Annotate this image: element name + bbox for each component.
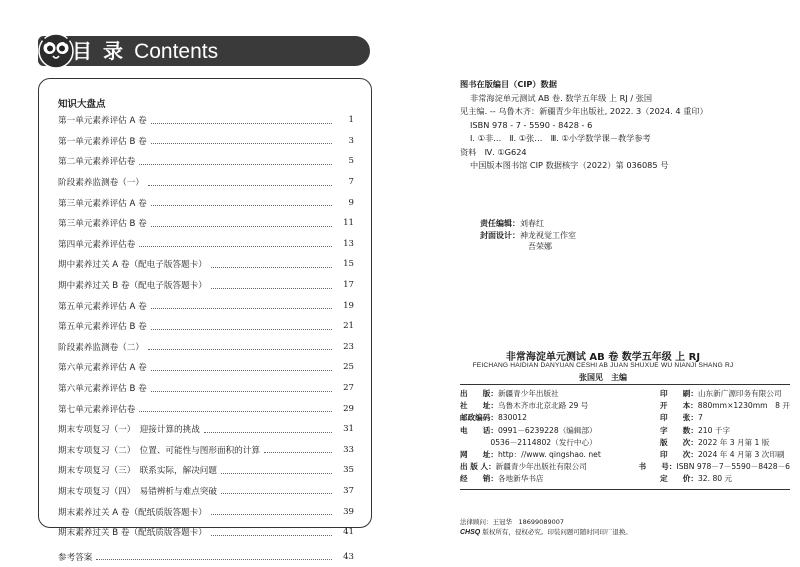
toc-title: 目 录 [72, 39, 125, 63]
toc-item-title: 第一单元素养评估 A 卷 [58, 116, 147, 127]
design-name-2: 吾荣娜 [528, 242, 552, 251]
toc-row [58, 337, 354, 358]
toc-item-title: 第七单元素养评估卷 [58, 404, 136, 415]
info-value: http：//www. qingshao. net [497, 449, 601, 459]
toc-row [58, 501, 354, 522]
toc-row [58, 151, 354, 172]
info-value: 880mm×1230mm 8 开 [697, 401, 790, 411]
info-label: 电 话： [460, 425, 498, 435]
info-value: 210 千字 [697, 425, 731, 435]
toc-item-page: 9 [348, 197, 354, 208]
info-value: 山东新广源印务有限公司 [697, 389, 782, 398]
toc-item-title: 期末专项复习（二） 位置、可能性与图形面积的计算 [58, 445, 260, 456]
book-pinyin: FEICHANG HAIDIAN DANYUAN CESHI AB JUAN SHUXUE WU NIANJI SHANG RJ [472, 362, 734, 369]
toc-item-page: 15 [343, 259, 354, 270]
toc-item-page: 31 [343, 424, 354, 435]
toc-row [58, 546, 354, 567]
toc-item-page: 25 [343, 362, 354, 373]
toc-row [58, 440, 354, 461]
toc-banner-text [72, 35, 218, 67]
toc-leader-dots [148, 185, 332, 186]
toc-section-heading: 知识大盘点 [58, 99, 106, 110]
toc-item-title: 期末专项复习（一） 迎接计算的挑战 [58, 425, 200, 436]
info-value: 2022 年 3 月第 1 版 [697, 437, 770, 447]
cip-line: ISBN 978 - 7 - 5590 - 8428 - 6 [470, 119, 593, 130]
toc-item-page: 7 [348, 177, 354, 188]
info-value: 各地新华书店 [497, 474, 544, 484]
toc-leader-dots [211, 288, 332, 289]
toc-item-page: 5 [348, 156, 354, 167]
toc-item-page: 29 [343, 403, 354, 414]
info-value: 2024 年 4 月第 3 次印刷 [697, 449, 785, 459]
info-row [460, 449, 790, 461]
toc-leader-dots [96, 559, 332, 560]
toc-row [58, 295, 354, 316]
info-row [460, 461, 790, 473]
toc-item-title: 第六单元素养评估 B 卷 [58, 384, 147, 395]
toc-leader-dots [221, 493, 332, 494]
toc-item-page: 33 [343, 444, 354, 455]
info-value: 新疆青少年出版社 [497, 389, 559, 398]
info-value: 0991－6239228（编辑部） [497, 425, 597, 435]
toc-item-title: 第三单元素养评估 B 卷 [58, 219, 147, 230]
editors-block [480, 218, 576, 253]
toc-item-page: 41 [343, 527, 354, 538]
toc-row [58, 481, 354, 502]
toc-row [58, 419, 354, 440]
toc-item-page: 27 [343, 383, 354, 394]
toc-item-title: 阶段素养监测卷（二） [58, 342, 144, 353]
info-label: 印 刷： [660, 389, 698, 398]
toc-leader-dots [264, 452, 332, 453]
toc-row [58, 234, 354, 255]
toc-leader-dots [151, 370, 332, 371]
toc-leader-dots [151, 308, 332, 309]
toc-item-title: 第四单元素养评估卷 [58, 239, 136, 250]
toc-item-page: 21 [343, 321, 354, 332]
info-label: 字 数： [660, 425, 698, 435]
info-row [460, 425, 790, 437]
cip-line: 非常海淀单元测试 AB 卷. 数学五年级 上 RJ / 张国 [470, 92, 653, 103]
publication-info-table [460, 384, 790, 490]
cip-line: 资料 Ⅳ. ①G624 [460, 146, 527, 157]
info-value: 32. 80 元 [697, 474, 733, 484]
toc-item-title: 参考答案 [58, 552, 93, 563]
toc-item-page: 13 [343, 238, 354, 249]
toc-row [58, 522, 354, 543]
toc-leader-dots [211, 535, 332, 536]
toc-leader-dots [211, 267, 332, 268]
toc-leader-dots [151, 143, 332, 144]
toc-row [58, 110, 354, 131]
toc-item-page: 39 [343, 506, 354, 517]
info-label: 开 本： [659, 401, 698, 411]
toc-item-page: 37 [343, 485, 354, 496]
book-author: 张国见 主编 [579, 373, 627, 382]
publisher-logo: CHSQ [460, 529, 481, 536]
info-label: 定 价： [660, 474, 698, 484]
toc-row [58, 398, 354, 419]
toc-item-page: 43 [343, 551, 354, 562]
toc-item-title: 期末素养过关 B 卷（配纸质版答题卡） [58, 528, 207, 539]
copyright-notice: 版权所有，侵权必究。印装问题可随时同印厂退换。 [482, 528, 632, 536]
info-label: 印 次： [660, 449, 698, 459]
toc-row [58, 213, 354, 234]
toc-item-title: 期末素养过关 A 卷（配纸质版答题卡） [58, 507, 207, 518]
legal-counsel: 法律顾问：王冠华 18699089007 [460, 518, 564, 526]
cip-line: 见主编. -- 乌鲁木齐：新疆青少年出版社, 2022. 3（2024. 4 重印） [460, 106, 708, 116]
cip-line: Ⅰ. ①非… Ⅱ. ①张… Ⅲ. ①小学数学课－教学参考 [470, 133, 651, 143]
toc-row [58, 275, 354, 296]
toc-row [58, 172, 354, 193]
toc-item-title: 阶段素养监测卷（一） [58, 178, 144, 189]
design-name: 神龙视觉工作室 [520, 230, 576, 240]
info-label: 版 次： [660, 437, 698, 447]
toc-item-title: 第一单元素养评估 B 卷 [58, 136, 147, 147]
toc-item-page: 1 [348, 115, 354, 126]
toc-item-page: 11 [343, 218, 354, 229]
toc-item-page: 19 [343, 300, 354, 311]
info-value: ISBN 978－7－5590－8428－6 [676, 462, 790, 472]
info-label: 经 销： [460, 474, 498, 484]
info-value: 830012 [497, 413, 527, 423]
toc-item-title: 期中素养过关 A 卷（配电子版答题卡） [58, 260, 207, 271]
toc-leader-dots [204, 432, 332, 433]
toc-item-title: 第二单元素养评估卷 [58, 157, 136, 168]
toc-leader-dots [151, 391, 332, 392]
copyright-page [400, 0, 800, 566]
toc-leader-dots [151, 123, 332, 124]
cip-line: 中国版本图书馆 CIP 数据核字（2022）第 036085 号 [470, 160, 669, 170]
cip-title: 图书在版编目（CIP）数据 [460, 79, 557, 89]
info-label: 社 址： [460, 401, 498, 411]
info-row [460, 437, 790, 449]
toc-row [58, 378, 354, 399]
editor-name: 刘春红 [520, 219, 544, 228]
info-row [460, 388, 790, 400]
info-value: 乌鲁木齐市北京北路 29 号 [497, 401, 589, 411]
toc-page [0, 0, 400, 566]
toc-leader-dots [139, 164, 332, 165]
toc-item-title: 期末专项复习（四） 易错辨析与难点突破 [58, 486, 217, 497]
info-value: 新疆青少年出版社有限公司 [495, 462, 587, 472]
toc-row [58, 254, 354, 275]
toc-item-title: 第五单元素养评估 A 卷 [58, 301, 147, 312]
toc-title-en: Contents [134, 40, 219, 63]
toc-leader-dots [139, 246, 332, 247]
toc-row [58, 316, 354, 337]
design-label: 封面设计： [480, 230, 520, 240]
info-row [460, 400, 790, 412]
toc-item-title: 期中素养过关 B 卷（配电子版答题卡） [58, 281, 207, 292]
toc-leader-dots [211, 514, 332, 515]
toc-row [58, 192, 354, 213]
toc-row [58, 357, 354, 378]
toc-leader-dots [139, 411, 332, 412]
toc-leader-dots [221, 473, 332, 474]
toc-row [58, 460, 354, 481]
toc-leader-dots [151, 329, 332, 330]
info-label: 网 址： [460, 449, 498, 459]
toc-item-page: 35 [343, 465, 354, 476]
info-label: 出 版 人： [460, 462, 496, 472]
info-row [460, 412, 790, 424]
legal-block [460, 517, 632, 538]
info-value: 7 [697, 413, 703, 423]
toc-item-page: 17 [343, 280, 354, 291]
toc-leader-dots [151, 205, 332, 206]
editor-label: 责任编辑： [480, 219, 520, 228]
toc-item-title: 第三单元素养评估 A 卷 [58, 198, 147, 209]
cip-block [460, 78, 708, 173]
info-label: 出 版： [460, 389, 498, 398]
info-label: 印 张： [660, 413, 698, 423]
info-label: 邮政编码： [460, 413, 498, 423]
toc-item-title: 第五单元素养评估 B 卷 [58, 322, 147, 333]
toc-item-title: 期末专项复习（三） 联系实际，解决问题 [58, 466, 217, 477]
toc-row [58, 131, 354, 152]
toc-leader-dots [151, 226, 332, 227]
toc-item-title: 第六单元素养评估 A 卷 [58, 363, 147, 374]
owl-mascot-icon [36, 30, 76, 70]
info-label: 书 号： [638, 462, 677, 472]
toc-item-page: 23 [343, 341, 354, 352]
toc-item-page: 3 [348, 135, 354, 146]
info-row [460, 473, 790, 485]
book-title: 非常海淀单元测试 AB 卷 数学五年级 上 RJ [505, 352, 701, 363]
toc-leader-dots [148, 349, 332, 350]
toc-list [58, 110, 354, 567]
info-value: 0536－2114802（发行中心） [460, 437, 597, 447]
